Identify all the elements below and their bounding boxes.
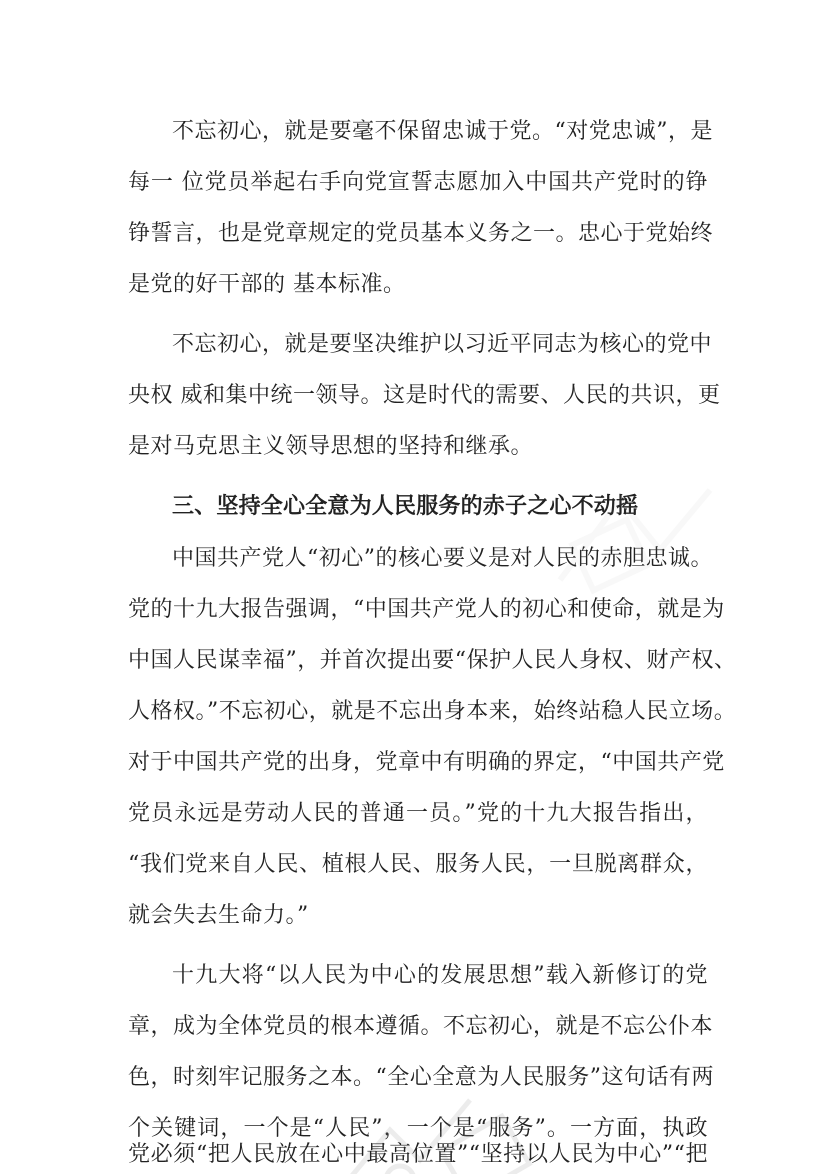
paragraph-3-line-4: 人格权。”不忘初心，就是不忘出身本来，始终站稳人民立场。 [128, 699, 737, 724]
paragraph-3-line-7: “我们党来自人民、植根人民、服务人民，一旦脱离群众， [128, 852, 708, 877]
paragraph-1-line-2: 每一 位党员举起右手向党宣誓志愿加入中国共产党时的铮 [128, 170, 708, 195]
paragraph-3-line-8: 就会失去生命力。” [128, 903, 309, 928]
paragraph-1-line-4: 是党的好干部的 基本标准。 [128, 272, 406, 297]
paragraph-4-line-4: 个关键词，一个是“人民”，一个是“服务”。一方面，执政 [128, 1116, 708, 1141]
paragraph-3-line-5: 对于中国共产党的出身，党章中有明确的界定，“中国共产党 [128, 750, 725, 775]
paragraph-4-line-5: 党必须“把人民放在心中最高位置”“坚持以人民为中心”“把 [128, 1142, 708, 1167]
paragraph-3-line-3: 中国人民谋幸福”，并首次提出要“保护人民人身权、财产权、 [128, 648, 737, 673]
paragraph-2-line-3: 是对马克思主义领导思想的坚持和继承。 [128, 434, 534, 459]
paragraph-2-line-2: 央权 威和集中统一领导。这是时代的需要、人民的共识，更 [128, 383, 721, 408]
paragraph-3-line-6: 党员永远是劳动人民的普通一员。”党的十九大报告指出， [128, 801, 708, 826]
paragraph-4-line-2: 章，成为全体党员的根本遵循。不忘初心，就是不忘公仆本 [128, 1014, 714, 1039]
watermark-mid-icon [540, 470, 740, 610]
paragraph-2-line-1: 不忘初心，就是要坚决维护以习近平同志为核心的党中 [172, 332, 713, 357]
paragraph-1-line-3: 铮誓言，也是党章规定的党员基本义务之一。忠心于党始终 [128, 221, 714, 246]
paragraph-4-line-3: 色，时刻牢记服务之本。“全心全意为人民服务”这句话有两 [128, 1065, 714, 1090]
paragraph-4-line-1: 十九大将“以人民为中心的发展思想”载入新修订的党 [172, 963, 708, 988]
paragraph-1-line-1: 不忘初心，就是要毫不保留忠诚于党。“对党忠诚”，是 [172, 119, 713, 144]
section-heading-3: 三、坚持全心全意为人民服务的赤子之心不动摇 [172, 494, 639, 519]
paragraph-3-line-2: 党的十九大报告强调，“中国共产党人的初心和使命，就是为 [128, 597, 725, 622]
paragraph-3-line-1: 中国共产党人“初心”的核心要义是对人民的赤胆忠诚。 [172, 546, 713, 571]
